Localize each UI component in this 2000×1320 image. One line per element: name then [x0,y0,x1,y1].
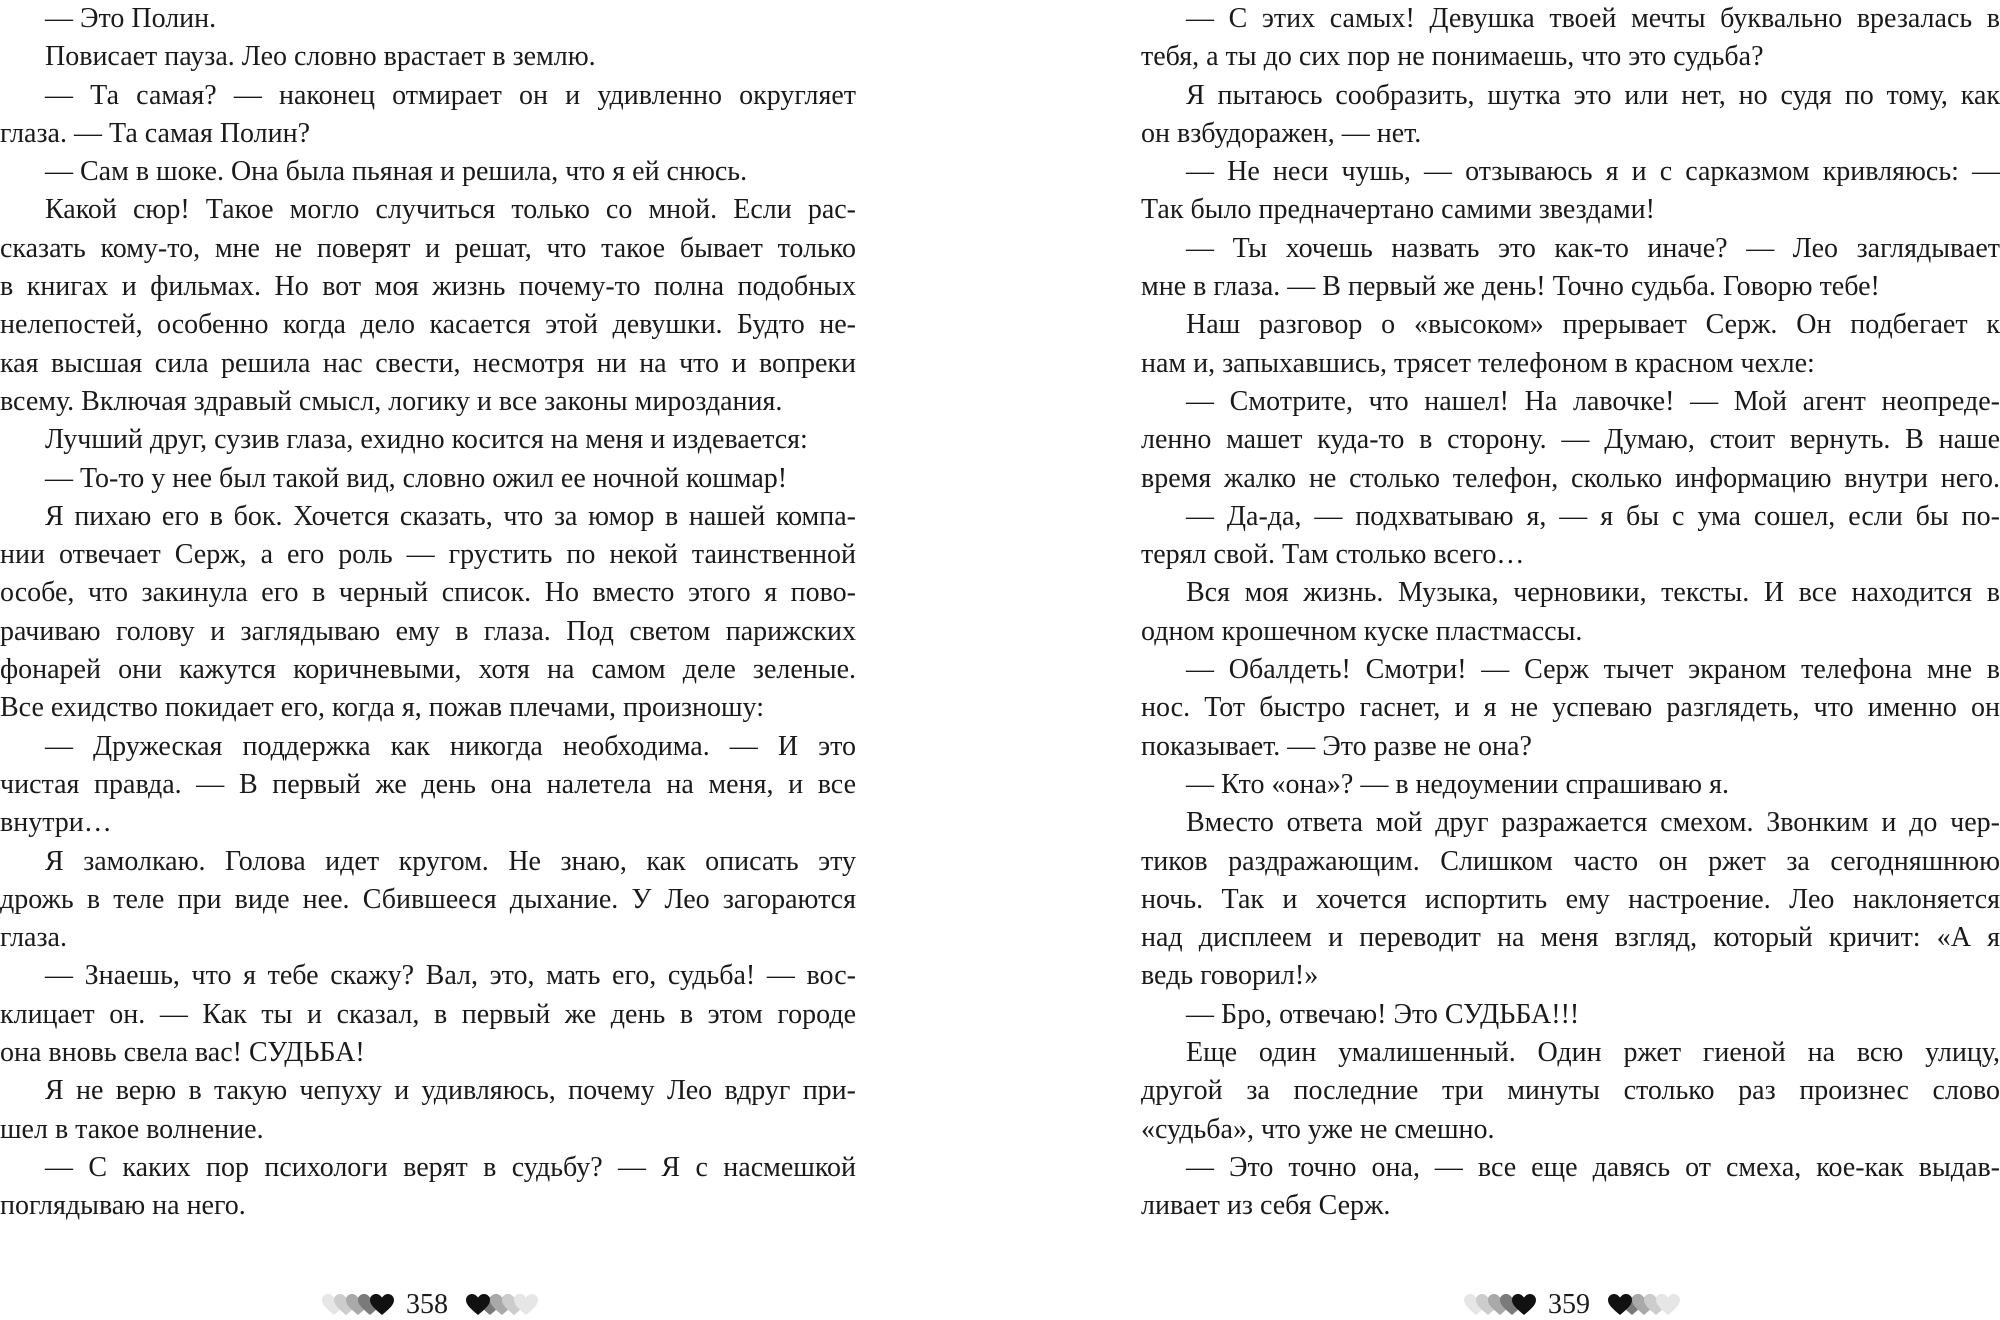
text-line: поглядываю на него. [0,1190,246,1222]
text-line: Какой сюр! Такое могло случиться только со мной. Если рас- [45,194,856,226]
text-line: — Та самая? — наконец отмирает он и удивленно округляет [45,79,856,111]
text-line: одном крошечном куске пластмассы. [1141,615,1583,647]
text-line: «судьба», что уже не смешно. [1141,1113,1495,1145]
text-line: — Знаешь, что я тебе скажу? Вал, это, мать его, судьба! — вос- [45,960,856,992]
text-line: дрожь в теле при виде нее. Сбившееся дыхание. У Лео загораются [0,883,856,915]
heart-icon [466,1294,490,1316]
text-line: время жалко не столько телефон, сколько информацию внутри него. [1141,462,2000,494]
text-line: шел в такое волнение. [0,1113,264,1145]
text-line: — Кто «она»? — в недоумении спрашиваю я. [1186,768,1729,800]
hearts-ornament-left [1464,1292,1524,1318]
text-line: клицает он. — Как ты и сказал, в первый же день в этом городе [0,998,856,1030]
text-line: Так было предначертано самими звездами! [1141,194,1655,226]
text-line: Лучший друг, сузив глаза, ехидно косится на меня и издевается: [45,424,808,456]
right-page [1141,0,2000,1318]
text-line: — Смотрите, что нашел! На лавочке! — Мой агент неопреде- [1186,385,2000,417]
page-number: 359 [1548,1289,1590,1320]
text-line: Все ехидство покидает его, когда я, пожав плечами, произношу: [0,692,764,724]
left-page-text [0,0,856,1226]
text-line: другой за последние три минуты столько раз произнес слово [1141,1075,2000,1107]
heart-icon [1512,1294,1536,1316]
left-page-footer [322,1289,538,1320]
text-line: всему. Включая здравый смысл, логику и все законы мироздания. [0,385,783,417]
heart-icon [1656,1294,1680,1316]
text-line: ночь. Так и хочется испортить ему настроение. Лео наклоняется [1141,883,2000,915]
text-line: показывает. — Это разве не она? [1141,730,1532,762]
text-line: — С этих самых! Девушка твоей мечты буквально врезалась в [1186,3,2000,34]
text-line: Вся моя жизнь. Музыка, черновики, тексты. И все находится в [1186,577,2000,609]
text-line: глаза. — Та самая Полин? [0,117,311,149]
text-line: — Да-да, — подхватываю я, — я бы с ума сошел, если бы по- [1186,500,2000,532]
text-line: глаза. [0,922,67,954]
text-line: Я замолкаю. Голова идет кругом. Не знаю, как описать эту [45,845,856,877]
heart-icon [370,1294,394,1316]
text-line: нос. Тот быстро гаснет, и я не успеваю разглядеть, что именно он [1141,692,2000,724]
text-line: — Не неси чушь, — отзываюсь я и с сарказмом кривляюсь: — [1186,156,2000,188]
text-line: Я пихаю его в бок. Хочется сказать, что за юмор в нашей компа- [45,500,856,532]
text-line: Еще один умалишенный. Один ржет гиеной на всю улицу, [1186,1037,2000,1069]
text-line: фонарей они кажутся коричневыми, хотя на самом деле зеленые. [0,654,856,686]
text-line: Повисает пауза. Лео словно врастает в землю. [45,41,596,73]
text-line: ливает из себя Серж. [1141,1190,1391,1222]
left-page [0,0,856,1318]
text-line: ленно машет куда-то в сторону. — Думаю, стоит вернуть. В наше [1141,424,2000,456]
text-line: он взбудоражен, — нет. [1141,117,1422,149]
text-line: тебя, а ты до сих пор не понимаешь, что это судьба? [1141,41,1764,73]
right-page-footer [1464,1289,1680,1320]
text-line: — С каких пор психологи верят в судьбу? — Я с насмешкой [45,1151,856,1183]
text-line: — Бро, отвечаю! Это СУДЬБА!!! [1186,998,1580,1030]
text-line: сказать кому-то, мне не поверят и решат, что такое бывает только [0,232,856,264]
text-line: кая высшая сила решила нас свести, несмотря ни на что и вопреки [0,347,856,379]
text-line: рачиваю голову и заглядываю ему в глаза. Под светом парижских [0,615,856,647]
text-line: мне в глаза. — В первый же день! Точно судьба. Говорю тебе! [1141,271,1880,303]
hearts-ornament-right [468,1292,538,1318]
text-line: в книгах и фильмах. Но вот моя жизнь почему-то полна подобных [0,271,856,303]
text-line: — Сам в шоке. Она была пьяная и решила, что я ей снюсь. [45,156,748,188]
text-line: — Это Полин. [45,3,217,34]
text-line: — Ты хочешь назвать это как-то иначе? — Лео заглядывает [1186,232,2000,264]
heart-icon [514,1294,538,1316]
text-line: — Обалдеть! Смотри! — Серж тычет экраном телефона мне в [1186,654,2000,686]
text-line: особе, что закинула его в черный список. Но вместо этого я пово- [0,577,856,609]
right-page-text [1141,0,2000,1226]
text-line: она вновь свела вас! СУДЬБА! [0,1037,365,1069]
text-line: — Это точно она, — все еще давясь от смеха, кое-как выдав- [1186,1151,2000,1183]
text-line: нелепостей, особенно когда дело касается этой девушки. Будто не- [0,309,856,341]
page-number: 358 [406,1289,448,1320]
text-line: нии отвечает Серж, а его роль — грустить по некой таинственной [0,539,856,571]
text-line: терял свой. Там столько всего… [1141,539,1525,571]
text-line: внутри… [0,807,112,839]
text-line: Я не верю в такую чепуху и удивляюсь, почему Лео вдруг при- [45,1075,856,1107]
text-line: тиков раздражающим. Слишком часто он ржет за сегодняшнюю [1141,845,2000,877]
text-line: Наш разговор о «высоком» прерывает Серж. Он подбегает к [1186,309,2000,341]
hearts-ornament-right [1610,1292,1680,1318]
text-line: — То-то у нее был такой вид, словно ожил ее ночной кошмар! [45,462,788,494]
hearts-ornament-left [322,1292,382,1318]
text-line: Вместо ответа мой друг разражается смехом. Звонким и до чер- [1186,807,2000,839]
heart-icon [1608,1294,1632,1316]
text-line: ведь говорил!» [1141,960,1319,992]
text-line: чистая правда. — В первый же день она налетела на меня, и все [0,768,856,800]
text-line: — Дружеская поддержка как никогда необходима. — И это [45,730,856,762]
text-line: над дисплеем и переводит на меня взгляд, который кричит: «А я [1141,922,2000,954]
text-line: нам и, запыхавшись, трясет телефоном в красном чехле: [1141,347,1815,379]
text-line: Я пытаюсь сообразить, шутка это или нет, но судя по тому, как [1186,79,2000,111]
